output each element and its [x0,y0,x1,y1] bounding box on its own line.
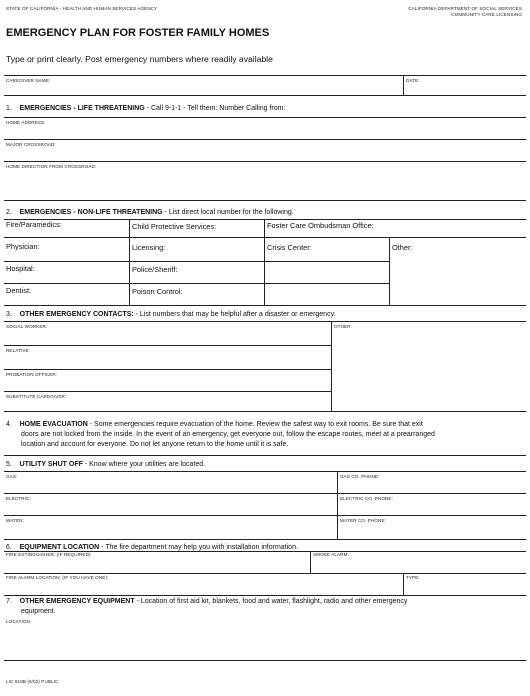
rule [4,573,526,574]
section-5-heading [6,461,205,468]
section-4-line-2: doors are not locked from the inside. In the event of an emergency, get everyone out, follow the escape routes, meet at a prearranged [21,431,435,438]
section-num: 2. [6,209,12,216]
cps-field[interactable]: Child Protective Services: [132,222,217,231]
agency-left: STATE OF CALIFORNIA - HEALTH AND HUMAN SERVICES AGENCY [6,6,158,11]
rule [337,471,338,539]
rule [4,660,526,661]
electric-field[interactable]: ELECTRIC: [6,496,31,501]
section-title: EMERGENCIES - NON-LIFE THREATENING [19,209,163,216]
section-title: OTHER EMERGENCY EQUIPMENT [19,598,135,605]
section-1-heading [6,105,285,112]
rule [4,411,526,412]
agency-right-2: COMMUNITY CARE LICENSING [451,12,522,17]
agency-right-1: CALIFORNIA DEPARTMENT OF SOCIAL SERVICES [408,6,522,11]
fire-extinguisher-field[interactable]: FIRE EXTINGUISHER: (IF REQUIRED) [6,552,91,557]
section-2-heading [6,209,294,216]
rule [4,261,390,262]
gas-phone-field[interactable]: GAS CO. PHONE: [340,474,380,479]
section-text: - The fire department may help you with installation information. [99,544,298,551]
section-title: HOME EVACUATION [19,421,88,428]
rule [310,551,311,573]
section-num: 1. [6,105,12,112]
rule [4,455,526,456]
rule [4,391,332,392]
section-num: 5. [6,461,12,468]
section-num: 7. [6,598,12,605]
rule [389,237,390,305]
rule [4,539,526,540]
major-crossroad-field[interactable]: MAJOR CROSSROAD: [6,142,56,147]
water-field[interactable]: WATER: [6,518,24,523]
licensing-field[interactable]: Licensing: [132,243,166,252]
home-direction-field[interactable]: HOME DIRECTION FROM CROSSROAD: [6,164,97,169]
alarm-type-field[interactable]: TYPE: [406,575,420,580]
fire-alarm-location-field[interactable]: FIRE ALARM LOCATION: (IF YOU HAVE ONE): [6,575,109,580]
rule [4,493,526,494]
section-text: - Location of first aid kit, blankets, food and water, flashlight, radio and other emergency [134,598,408,605]
physician-field[interactable]: Physician: [6,242,40,251]
electric-phone-field[interactable]: ELECTRIC CO. PHONE: [340,496,393,501]
hospital-field[interactable]: Hospital: [6,264,35,273]
crisis-center-field[interactable]: Crisis Center: [267,243,312,252]
rule [403,75,404,95]
section-text: - Call 9-1-1 - Tell them: Number Calling from: [144,105,286,112]
section-num: 4. [6,421,12,428]
section-4-line-3: location and account for everyone. Do not let anyone return to the home until it is safe. [21,441,289,448]
rule [129,219,130,305]
section-text: - List direct local number for the following. [162,209,294,216]
rule [4,139,526,140]
section-4-heading [6,421,423,428]
section-6-heading [6,544,298,551]
rule [4,283,390,284]
caregiver-name-field[interactable]: CAREGIVER NAME: [6,78,51,83]
dentist-field[interactable]: Dentist: [6,286,32,295]
section-title: OTHER EMERGENCY CONTACTS: [19,311,134,318]
rule [4,321,526,322]
water-phone-field[interactable]: WATER CO. PHONE: [340,518,387,523]
section-num: 6. [6,544,12,551]
section-title: UTILITY SHUT OFF [19,461,83,468]
form-id: LIC 610B (6/02) PUBLIC [6,679,59,684]
home-address-field[interactable]: HOME ADDRESS: [6,120,46,125]
section-num: 3. [6,311,12,318]
fire-paramedics-field[interactable]: Fire/Paramedics: [6,220,62,229]
poison-control-field[interactable]: Poison Control: [132,287,183,296]
rule [4,117,526,118]
substitute-caregiver-field[interactable]: SUBSTITUTE CAREGIVER: [6,394,67,399]
rule [4,595,526,596]
date-field[interactable]: DATE: [406,78,420,83]
rule [4,471,526,472]
form-subtitle: Type or print clearly. Post emergency numbers where readily available [6,54,273,64]
section-3-heading [6,311,336,318]
rule [4,75,526,76]
police-sheriff-field[interactable]: Police/Sheriff: [132,265,178,274]
rule [403,573,404,595]
rule [4,515,526,516]
ombudsman-field[interactable]: Foster Care Ombudsman Office: [267,221,374,230]
section-text: - List numbers that may be helpful after a disaster or emergency. [133,311,336,318]
rule [4,219,526,220]
other-contact-field[interactable]: OTHER: [334,324,352,329]
section-text: - Some emergencies require evacuation of the home. Review the safest way to exit rooms. Be sure that exit [87,421,423,428]
other-field[interactable]: Other: [392,243,413,252]
smoke-alarm-field[interactable]: SMOKE ALARM: [313,552,349,557]
rule [4,200,526,201]
rule [4,237,526,238]
section-7-line-2: equipment. [21,608,56,615]
probation-officer-field[interactable]: PROBATION OFFICER: [6,372,58,377]
section-title: EMERGENCIES - LIFE THREATENING [19,105,145,112]
social-worker-field[interactable]: SOCIAL WORKER: [6,324,48,329]
rule [4,161,526,162]
section-text: - Know where your utilities are located. [82,461,206,468]
rule [264,219,265,305]
rule [4,305,526,306]
section-7-heading [6,598,407,605]
rule [4,95,526,96]
relative-field[interactable]: RELATIVE: [6,348,31,353]
rule [331,321,332,411]
gas-field[interactable]: GAS: [6,474,18,479]
form-title: EMERGENCY PLAN FOR FOSTER FAMILY HOMES [6,27,270,39]
equipment-location-field[interactable]: LOCATION: [6,619,32,624]
section-title: EQUIPMENT LOCATION [19,544,100,551]
rule [4,345,332,346]
rule [4,369,332,370]
